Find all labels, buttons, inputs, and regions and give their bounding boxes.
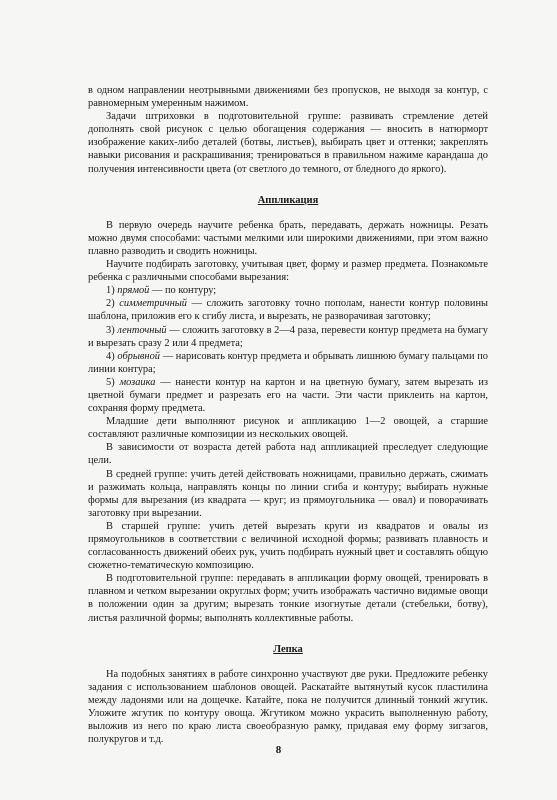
method-term: симметричный [119,298,188,310]
method-description: — сложить заготовку точно пополам, нанести контур половины шаблона, приложив его к сгибу листа, и вырезать, не разворачивая заготовку; [88,298,488,323]
method-item-5: 5) мозаика — нанести контур на картон и на цветную бумагу, затем вырезать из цветной бумаги предмет и разрезать его на части. Эти части приклеить на картон, сохраняя форму предмета. [88,376,488,415]
method-term: ленточный [117,324,167,336]
heading-modeling: Лепка [273,643,303,655]
method-term: обрывной [117,350,160,362]
page-body [88,84,488,746]
method-item-3: 3) ленточный — сложить заготовку в 2—4 раза, перевести контур предмета на бумагу и вырезать сразу 2 или 4 предмета; [88,324,488,349]
method-description: — по контуру; [149,285,217,297]
paragraph-methods-intro: Научите подбирать заготовку, учитывая цвет, форму и размер предмета. Познакомьте ребенка с различными способами вырезания: [88,259,488,284]
paragraph-hatching-tasks: Задачи штриховки в подготовительной группе: развивать стремление детей дополнять свой рисунок с целью обогащения содержания — вносить в натюрморт изображение каких-либо деталей (ботвы, листьев), выбирать цвет и оттенки; закреплять навыки рисования и раскрашивания; тренироваться в правильном нажиме карандаша до получения интенсивности цвета (от светлого до темного, от бледного до яркого). [88,111,488,175]
method-item-1: 1) прямой — по контуру; [106,285,217,297]
paragraph-age-work: Младшие дети выполняют рисунок и аппликацию 1—2 овощей, а старшие составляют различные композиции из нескольких овощей. [88,416,488,441]
method-item-2: 2) симметричный — сложить заготовку точно пополам, нанести контур половины шаблона, приложив его к сгибу листа, и вырезать, не разворачивая заготовку; [88,298,488,323]
paragraph-hatching-continued: в одном направлении неотрывными движениями без пропусков, не выходя за контур, с равномерным умеренным нажимом. [88,85,488,110]
paragraph-scissors: В первую очередь научите ребенка брать, передавать, держать ножницы. Резать можно двумя способами: частыми мелкими или широкими движениями, при этом важно плавно разводить и сводить ножницы. [88,219,488,257]
method-description: — сложить заготовку в 2—4 раза, перевести контур предмета на бумагу и вырезать сразу 2 или 4 предмета; [88,324,488,349]
paragraph-modeling: На подобных занятиях в работе синхронно участвуют две руки. Предложите ребенку задания с использованием шаблонов овощей. Раскатайте вытянутый кусок пластилина между ладонями или на дощечке. Катайте, пока не получится длинный тонкий жгутик. Уложите жгутик по контуру овоща. Жгутиком можно украсить выполненную работу, выложив из него по краю листа своеобразную рамку, придавая ему форму зигзагов, полукругов и т.д. [88,668,488,746]
paragraph-senior-group: В старшей группе: учить детей вырезать круги из квадратов и овалы из прямоугольников в соответствии с величиной исходной формы; развивать плавность и согласованность движений обеих рук, учить подбирать нужный цвет и составлять общую сюжетно-тематическую композицию. [88,520,488,572]
page-number: 8 [275,744,282,756]
paragraph-goals-intro: В зависимости от возраста детей работа над аппликацией преследует следующие цели. [88,442,488,467]
method-description: — нанести контур на картон и на цветную бумагу, затем вырезать из цветной бумаги предмет и разрезать его на части. Эти части приклеить на картон, сохраняя форму предмета. [88,376,488,415]
paragraph-preparatory-group: В подготовительной группе: передавать в аппликации форму овощей, тренировать в плавном и четком вырезании округлых форм; учить изображать частично видимые овощи в положении один за другим; вырезать тонкие изогнутые детали (стебельки, ботву), листья различной формы; выполнять коллективные работы. [88,573,488,624]
heading-applique: Аппликация [257,194,319,206]
method-description: — нарисовать контур предмета и обрывать лишнюю бумагу пальцами по линии контура; [88,350,488,375]
method-item-4: 4) обрывной — нарисовать контур предмета и обрывать лишнюю бумагу пальцами по линии контура; [88,350,488,375]
method-term: прямой [117,285,150,297]
paragraph-middle-group: В средней группе: учить детей действовать ножницами, правильно держать, сжимать и разжимать кольца, направлять концы по линии сгиба и контуру; выбирать нужные формы для вырезания (из квадрата — круг; из прямоугольника — овал) и поворачивать заготовку при вырезании. [88,468,488,519]
method-term: мозаика [119,376,156,388]
